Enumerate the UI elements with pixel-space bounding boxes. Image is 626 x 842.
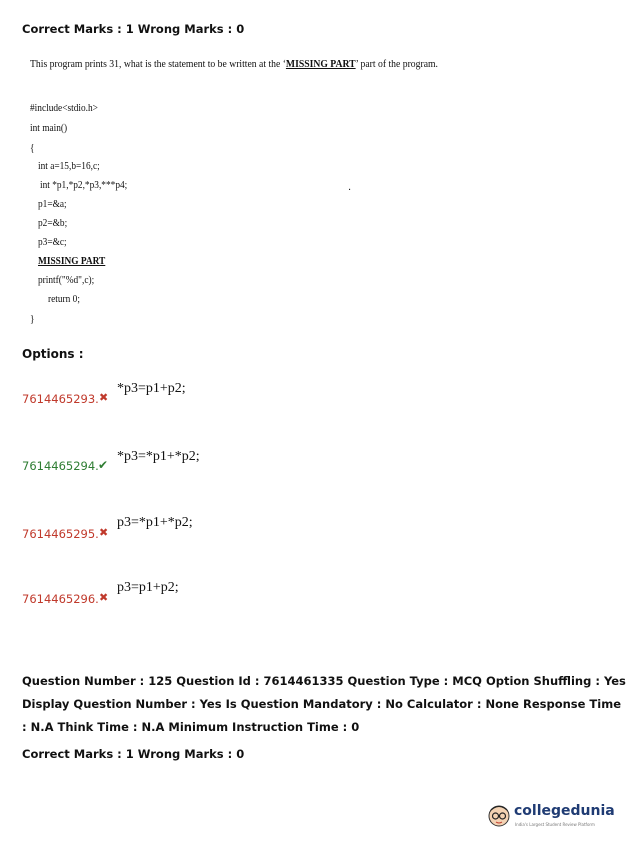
options-label: Options :: [22, 347, 84, 361]
option-id: 7614465293.: [22, 392, 99, 406]
option-text: p3=*p1+*p2;: [117, 515, 193, 530]
cross-icon: ✖: [99, 391, 109, 404]
logo-tagline: India's Largest Student Review Platform: [515, 822, 595, 827]
cross-icon: ✖: [99, 591, 109, 604]
stray-dot: .: [348, 182, 352, 193]
code-line: int main(): [30, 122, 68, 134]
check-icon: ✔: [98, 458, 109, 472]
code-line: p3=&c;: [38, 236, 67, 248]
option-text: *p3=p1+p2;: [117, 381, 186, 396]
cross-icon: ✖: [99, 526, 109, 539]
question-meta-line: Question Number : 125 Question Id : 7614461335 Question Type : MCQ Option Shuffling : Yes: [22, 674, 626, 688]
code-line: p1=&a;: [38, 198, 67, 210]
option-id: 7614465295.: [22, 527, 99, 541]
collegedunia-logo: [486, 800, 615, 832]
mascot-icon: [486, 801, 512, 829]
logo-name: collegedunia: [514, 803, 615, 819]
code-line: return 0;: [48, 293, 80, 305]
code-line: {: [30, 142, 35, 154]
question-stem: [30, 58, 438, 70]
question-meta-line: : N.A Think Time : N.A Minimum Instruction Time : 0: [22, 720, 360, 734]
stem-emphasis: MISSING PART: [285, 58, 356, 70]
option-text: *p3=*p1+*p2;: [117, 449, 200, 464]
code-line: p2=&b;: [38, 217, 68, 229]
code-line: }: [30, 313, 35, 325]
stem-prefix: This program prints 31, what is the statement to be written at the ‘: [30, 58, 286, 70]
option-id: 7614465294.: [22, 459, 99, 473]
question-meta-line: Display Question Number : Yes Is Question Mandatory : No Calculator : None Response Time: [22, 697, 621, 711]
missing-part-label: MISSING PART: [38, 255, 106, 267]
question-marks: Correct Marks : 1 Wrong Marks : 0: [22, 22, 245, 36]
code-line: printf("%d",c);: [38, 274, 95, 286]
option-text: p3=p1+p2;: [117, 580, 179, 595]
code-line: int *p1,*p2,*p3,***p4;: [40, 179, 128, 191]
code-line: int a=15,b=16,c;: [38, 160, 100, 172]
question-marks: Correct Marks : 1 Wrong Marks : 0: [22, 747, 245, 761]
code-line: #include<stdio.h>: [30, 102, 98, 114]
option-id: 7614465296.: [22, 592, 99, 606]
stem-suffix: ’ part of the program.: [355, 58, 438, 70]
